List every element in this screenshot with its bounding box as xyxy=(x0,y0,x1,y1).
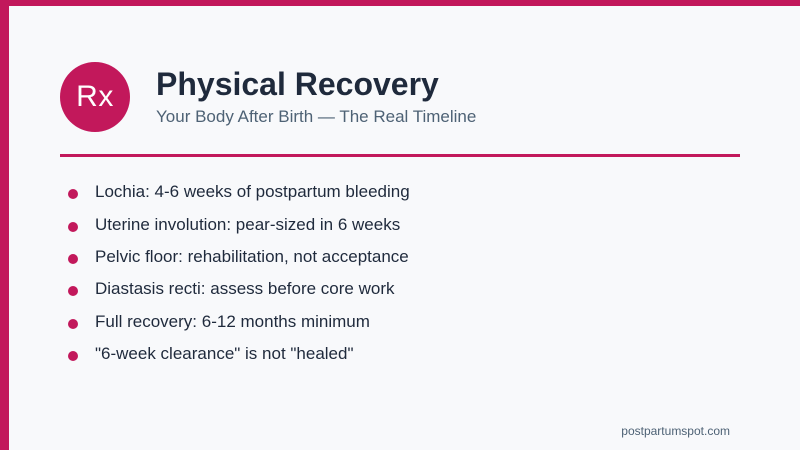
rx-badge-label: Rx xyxy=(76,80,114,113)
rx-badge xyxy=(60,62,130,132)
header-divider xyxy=(60,154,740,157)
bullet-item-diastasis-recti xyxy=(68,273,728,305)
bullet-item-uterine-involution xyxy=(68,208,728,240)
slide-subtitle: Your Body After Birth — The Real Timeline xyxy=(156,107,477,126)
bullet-dot-icon xyxy=(68,286,78,296)
bullet-dot-icon xyxy=(68,189,78,199)
bullet-text: Diastasis recti: assess before core work xyxy=(95,279,395,299)
slide-title: Physical Recovery xyxy=(156,66,439,102)
bullet-dot-icon xyxy=(68,222,78,232)
bullet-text: Full recovery: 6-12 months minimum xyxy=(95,311,370,331)
bullet-text: Lochia: 4-6 weeks of postpartum bleeding xyxy=(95,182,410,202)
top-accent-bar xyxy=(0,0,800,6)
bullet-item-clearance xyxy=(68,338,728,370)
bullet-item-full-recovery xyxy=(68,306,728,338)
bullet-item-lochia xyxy=(68,176,728,208)
bullet-dot-icon xyxy=(68,319,78,329)
footer-site-link[interactable]: postpartumspot.com xyxy=(621,424,730,438)
bullet-dot-icon xyxy=(68,351,78,361)
bullet-text: Pelvic floor: rehabilitation, not acceptance xyxy=(95,246,409,266)
left-accent-bar xyxy=(0,0,9,450)
bullet-dot-icon xyxy=(68,254,78,264)
bullet-text: "6-week clearance" is not "healed" xyxy=(95,344,354,364)
bullet-item-pelvic-floor xyxy=(68,241,728,273)
bullet-list xyxy=(68,176,728,370)
bullet-text: Uterine involution: pear-sized in 6 weeks xyxy=(95,214,401,234)
